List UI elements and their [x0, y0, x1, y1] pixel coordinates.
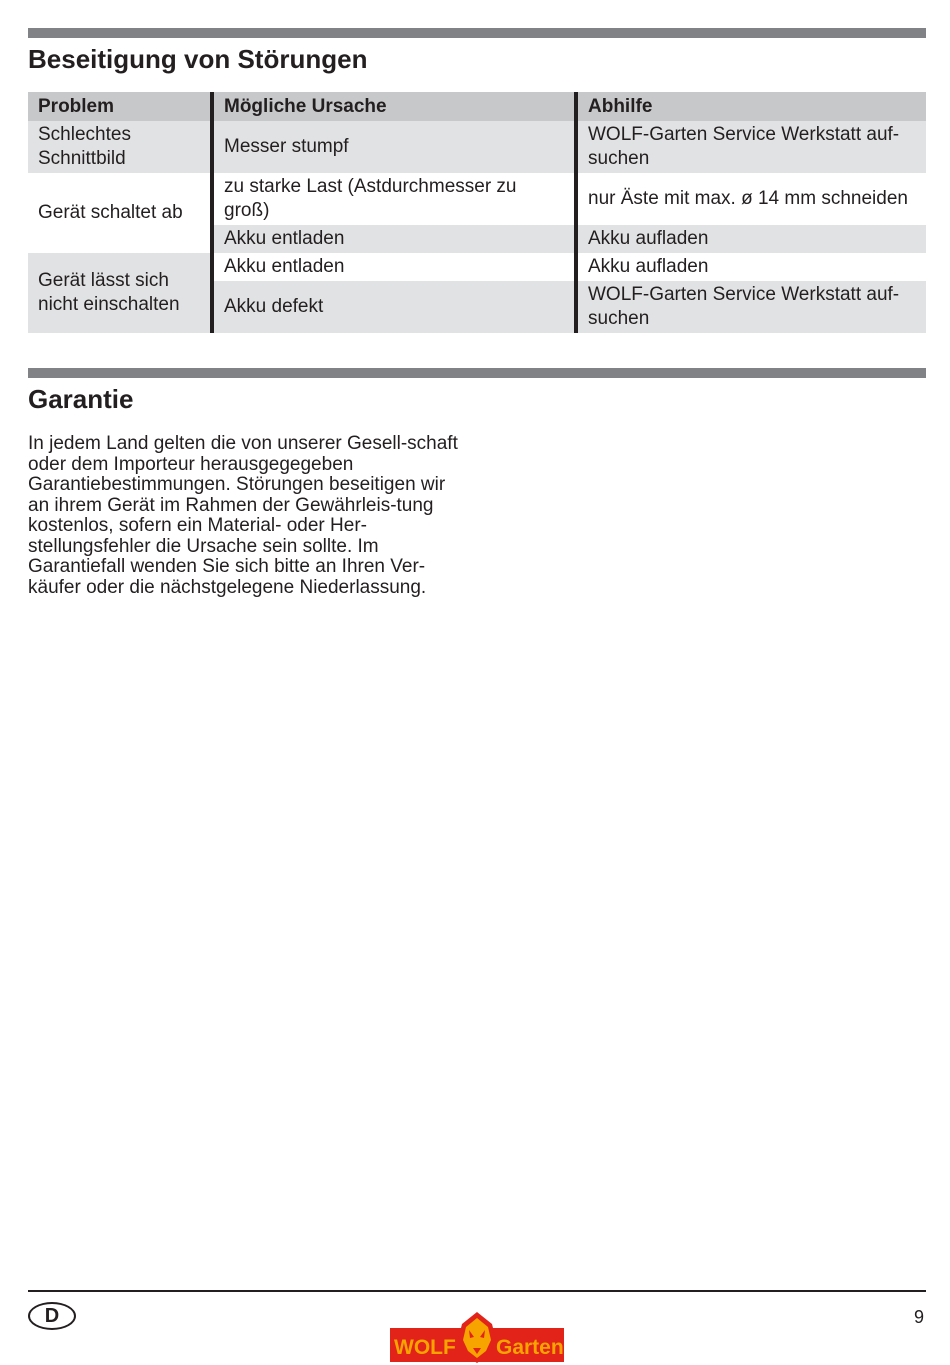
warranty-title: Garantie	[28, 384, 134, 414]
warranty-text: In jedem Land gelten die von unserer Gesell-schaft oder dem Importeur herausgegegeben Garantiebestimmungen. Störungen beseitigen wir an ihrem Gerät im Rahmen der Gewährleis-tung kostenlos, sofern ein Material- oder Her-stellungsfehler die Ursache sein sollte. Im Garantiefall wenden Sie sich bitte an Ihren Ver-käufer oder die nächstgelegene Niederlassung.	[28, 433, 458, 598]
footer-rule	[28, 1290, 926, 1292]
header-remedy: Abhilfe	[576, 92, 926, 121]
problem-cell: Schlechtes Schnittbild	[28, 121, 212, 173]
cause-cell: Akku entladen	[212, 253, 576, 281]
section-divider-bar	[28, 368, 926, 378]
wolf-garten-logo	[390, 1310, 564, 1364]
remedy-cell: WOLF-Garten Service Werkstatt auf-suchen	[576, 281, 926, 333]
page-number: 9	[913, 1307, 924, 1327]
header-problem: Problem	[28, 92, 212, 121]
remedy-cell: nur Äste mit max. ø 14 mm schneiden	[576, 173, 926, 225]
problem-cell: Gerät lässt sich nicht einschalten	[28, 253, 212, 333]
header-cause: Mögliche Ursache	[212, 92, 576, 121]
troubleshooting-table	[28, 92, 926, 333]
cause-cell: Akku defekt	[212, 281, 576, 333]
section-divider-bar	[28, 28, 926, 38]
remedy-cell: WOLF-Garten Service Werkstatt auf-suchen	[576, 121, 926, 173]
logo-text-right: Garten	[496, 1336, 564, 1359]
cause-cell: Messer stumpf	[212, 121, 576, 173]
problem-cell: Gerät schaltet ab	[28, 173, 212, 253]
cause-cell: Akku entladen	[212, 225, 576, 253]
troubleshooting-title: Beseitigung von Störungen	[28, 44, 368, 74]
table-row	[28, 121, 926, 173]
logo-text-left: WOLF	[394, 1336, 456, 1359]
remedy-cell: Akku aufladen	[576, 225, 926, 253]
table-row	[28, 253, 926, 281]
remedy-cell: Akku aufladen	[576, 253, 926, 281]
table-row	[28, 173, 926, 225]
country-code-badge: D	[28, 1302, 76, 1330]
table-header-row	[28, 92, 926, 121]
cause-cell: zu starke Last (Astdurchmesser zu groß)	[212, 173, 576, 225]
